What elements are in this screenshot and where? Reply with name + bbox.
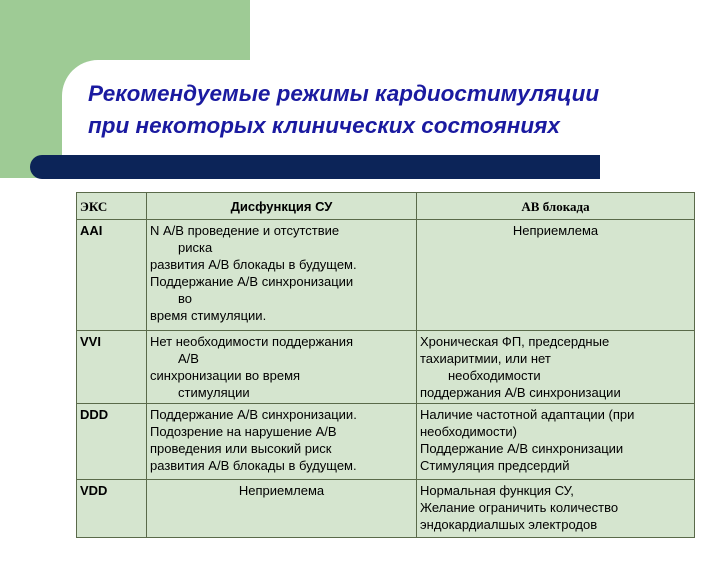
cell-line: Желание ограничить количество bbox=[420, 500, 619, 515]
sinus-cell bbox=[147, 220, 417, 331]
cell-line: необходимости) bbox=[420, 424, 518, 439]
slide-title-line-1: Рекомендуемые режимы кардиостимуляции bbox=[88, 81, 600, 106]
header-pacemaker: ЭКС bbox=[77, 193, 147, 220]
table-row bbox=[77, 404, 695, 480]
title-underline-bar bbox=[30, 155, 600, 179]
cell-line: развития А/В блокады в будущем. bbox=[150, 257, 357, 272]
cell-line: Стимуляция предсердий bbox=[420, 458, 570, 473]
mode-cell: DDD bbox=[77, 404, 147, 480]
cell-line: А/В bbox=[178, 351, 199, 366]
cell-line: Нормальная функция СУ, bbox=[420, 483, 574, 498]
mode-cell: VDD bbox=[77, 480, 147, 538]
av-cell bbox=[417, 220, 695, 331]
cell-line: Неприемлема bbox=[238, 483, 325, 498]
cell-line: Подозрение на нарушение А/В bbox=[150, 424, 337, 439]
cell-line: эндокардиалшых электродов bbox=[420, 517, 598, 532]
cell-line: Поддержание А/В синхронизации bbox=[420, 441, 624, 456]
cell-line: время стимуляции. bbox=[150, 308, 267, 323]
cell-line: N А/В проведение и отсутствие bbox=[150, 223, 340, 238]
cell-line: тахиаритмии, или нет bbox=[420, 351, 551, 366]
cell-line: необходимости bbox=[448, 368, 541, 383]
cell-line: во bbox=[178, 291, 192, 306]
sinus-cell bbox=[147, 480, 417, 538]
cell-line: Нет необходимости поддержания bbox=[150, 334, 354, 349]
cell-line: проведения или высокий риск bbox=[150, 441, 332, 456]
table-header-row bbox=[77, 193, 695, 220]
header-sinus-dysfunction: Дисфункция СУ bbox=[147, 193, 417, 220]
cell-line: Хроническая ФП, предсердные bbox=[420, 334, 610, 349]
header-av-block: АВ блокада bbox=[417, 193, 695, 220]
cell-line: синхронизации во время bbox=[150, 368, 301, 383]
cell-line: Неприемлема bbox=[512, 223, 599, 238]
cell-line: Поддержание А/В синхронизации. bbox=[150, 407, 357, 422]
sinus-cell bbox=[147, 331, 417, 404]
cell-line: развития А/В блокады в будущем. bbox=[150, 458, 357, 473]
cell-line: стимуляции bbox=[178, 385, 250, 400]
sinus-cell bbox=[147, 404, 417, 480]
slide-title-line-2: при некоторых клинических состояниях bbox=[88, 113, 560, 138]
cell-line: риска bbox=[178, 240, 213, 255]
av-cell bbox=[417, 480, 695, 538]
cell-line: Наличие частотной адаптации (при bbox=[420, 407, 635, 422]
cell-line: поддержания А/В синхронизации bbox=[420, 385, 621, 400]
mode-cell: VVI bbox=[77, 331, 147, 404]
table-row bbox=[77, 480, 695, 538]
av-cell bbox=[417, 404, 695, 480]
mode-cell: AAI bbox=[77, 220, 147, 331]
slide-title bbox=[88, 78, 708, 142]
table-row bbox=[77, 331, 695, 404]
pacing-modes-table bbox=[76, 192, 695, 538]
table-row bbox=[77, 220, 695, 331]
av-cell bbox=[417, 331, 695, 404]
cell-line: Поддержание А/В синхронизации bbox=[150, 274, 354, 289]
